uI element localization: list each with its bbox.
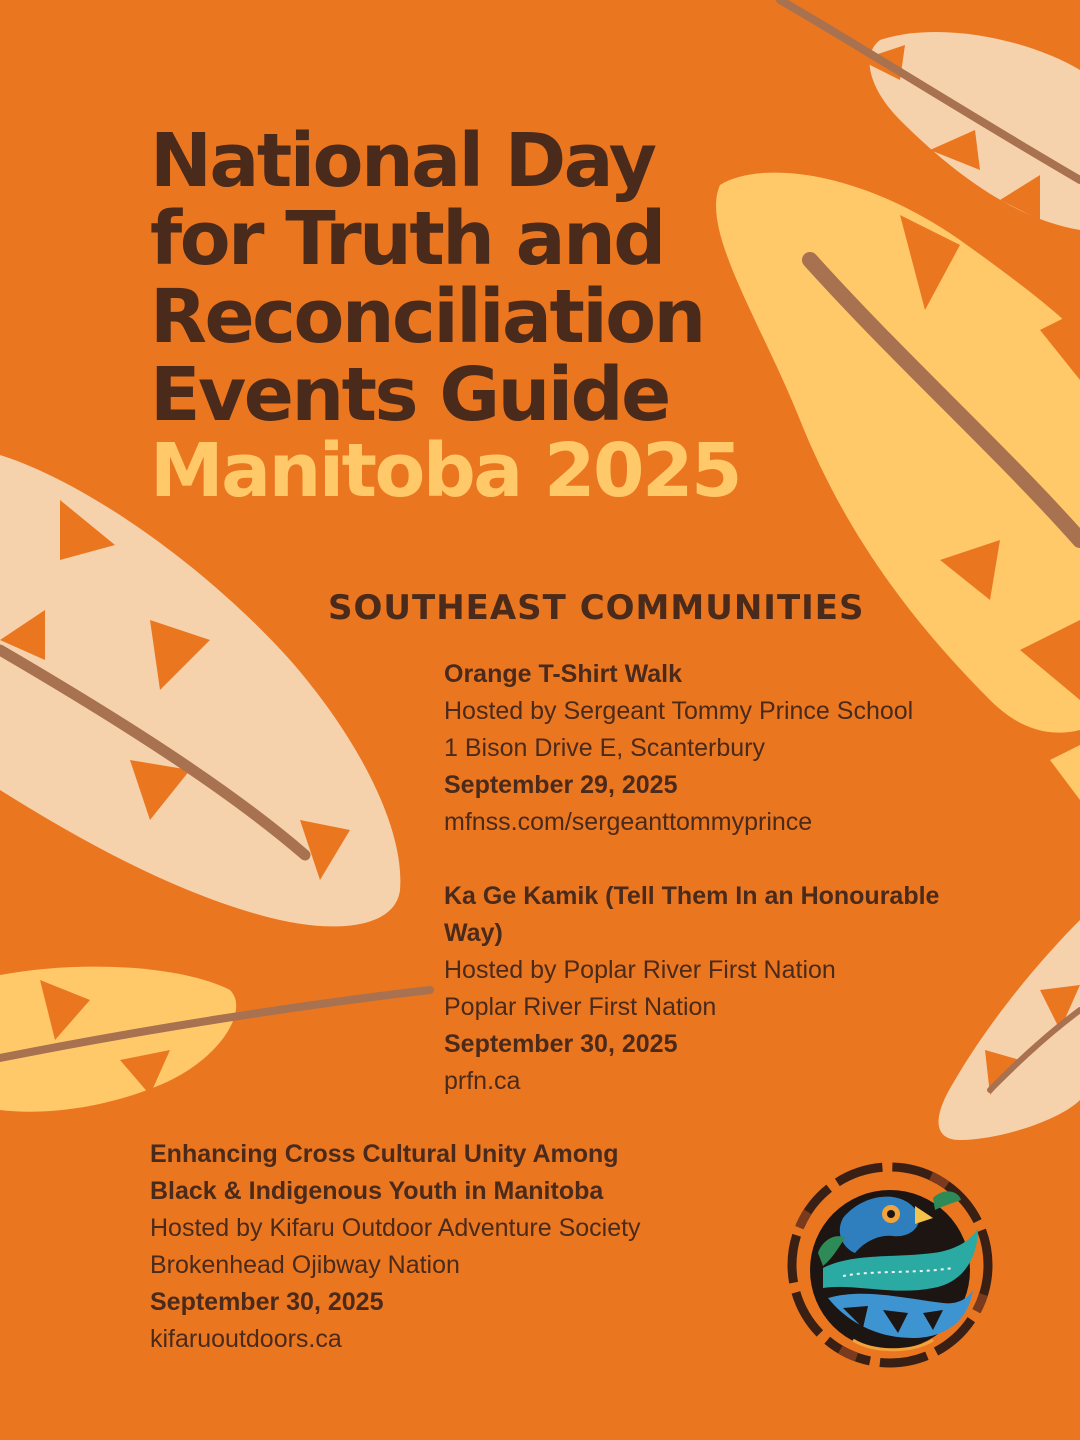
event-website: kifaruoutdoors.ca <box>150 1325 342 1353</box>
event-entry <box>444 656 1044 841</box>
event-location: Poplar River First Nation <box>444 993 717 1021</box>
event-name: Ka Ge Kamik (Tell Them In an Honourable Way) <box>444 882 940 947</box>
poster-title <box>150 118 870 438</box>
event-date: September 30, 2025 <box>150 1288 384 1316</box>
title-line: Events Guide <box>150 352 669 438</box>
section-heading: SOUTHEAST COMMUNITIES <box>328 588 865 628</box>
event-location: 1 Bison Drive E, Scanterbury <box>444 734 765 762</box>
event-name-line: Enhancing Cross Cultural Unity Among <box>150 1140 619 1168</box>
poster-subtitle: Manitoba 2025 <box>150 428 740 514</box>
title-line: Reconciliation <box>150 274 704 360</box>
event-host: Hosted by Kifaru Outdoor Adventure Society <box>150 1214 641 1242</box>
event-location: Brokenhead Ojibway Nation <box>150 1251 460 1279</box>
event-name: Orange T-Shirt Walk <box>444 660 683 688</box>
event-entry <box>444 878 1004 1100</box>
event-website: prfn.ca <box>444 1067 521 1095</box>
event-entry <box>150 1136 750 1358</box>
indigenous-bird-logo-icon <box>783 1158 998 1373</box>
event-host: Hosted by Sergeant Tommy Prince School <box>444 697 914 725</box>
feather-bottom-left-icon <box>0 967 430 1112</box>
title-line: National Day <box>150 118 655 204</box>
event-website: mfnss.com/sergeanttommyprince <box>444 808 813 836</box>
event-date: September 30, 2025 <box>444 1030 678 1058</box>
event-host: Hosted by Poplar River First Nation <box>444 956 836 984</box>
title-line: for Truth and <box>150 196 664 282</box>
event-date: September 29, 2025 <box>444 771 678 799</box>
feather-left-light-icon <box>0 455 400 926</box>
event-name-line: Black & Indigenous Youth in Manitoba <box>150 1177 604 1205</box>
